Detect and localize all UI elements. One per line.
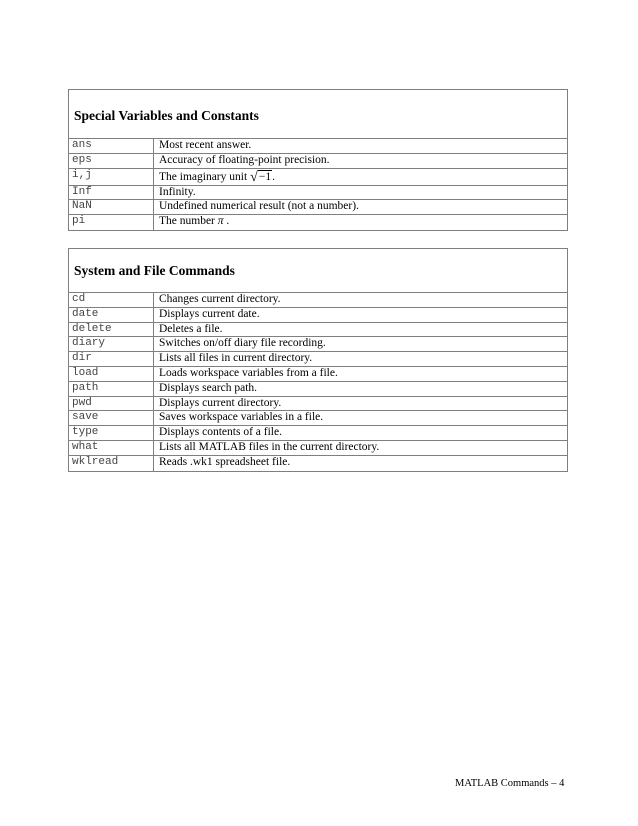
command-name: save <box>69 411 154 425</box>
table-row <box>69 382 567 397</box>
command-name: diary <box>69 337 154 351</box>
table-row <box>69 352 567 367</box>
radicand: −1 <box>258 170 272 183</box>
table-row <box>69 323 567 338</box>
radical-sign-icon: √ <box>250 169 258 185</box>
command-description: Lists all files in current directory. <box>159 352 313 365</box>
pi-symbol: π <box>217 215 224 228</box>
command-description: Reads .wk1 spreadsheet file. <box>159 455 291 468</box>
command-description: Displays search path. <box>159 381 258 394</box>
command-name: i,j <box>69 169 154 185</box>
command-description: Loads workspace variables from a file. <box>159 366 338 379</box>
table-row <box>69 154 567 169</box>
command-name: load <box>69 367 154 381</box>
command-name: delete <box>69 323 154 337</box>
command-description: Switches on/off diary file recording. <box>159 337 326 350</box>
command-name: path <box>69 382 154 396</box>
table-row <box>69 441 567 456</box>
table-row <box>69 308 567 323</box>
command-description <box>154 215 567 230</box>
table-row <box>69 426 567 441</box>
command-name: what <box>69 441 154 455</box>
table-row <box>69 169 567 186</box>
command-description: Most recent answer. <box>159 139 252 151</box>
system-file-commands-table <box>68 248 568 472</box>
table-row <box>69 139 567 154</box>
command-name: NaN <box>69 200 154 214</box>
command-name: type <box>69 426 154 440</box>
command-description: Changes current directory. <box>159 293 281 305</box>
command-name: ans <box>69 139 154 153</box>
table-row <box>69 411 567 426</box>
command-name: pi <box>69 215 154 230</box>
command-description: Saves workspace variables in a file. <box>159 411 324 424</box>
description-suffix: . <box>226 215 230 228</box>
table-row <box>69 397 567 412</box>
table-row <box>69 337 567 352</box>
description-text: The number <box>159 215 215 228</box>
table-row <box>69 200 567 215</box>
command-description: Displays current date. <box>159 307 260 320</box>
command-description: Undefined numerical result (not a number). <box>159 200 359 213</box>
command-name: eps <box>69 154 154 168</box>
special-variables-table <box>68 89 568 231</box>
description-text: The imaginary unit <box>159 170 248 183</box>
table-row <box>69 456 567 471</box>
table-row <box>69 367 567 382</box>
command-name: cd <box>69 293 154 307</box>
table-row <box>69 215 567 230</box>
table-row <box>69 293 567 308</box>
command-description: Displays contents of a file. <box>159 426 282 439</box>
command-name: pwd <box>69 397 154 411</box>
command-name: date <box>69 308 154 322</box>
command-description: Infinity. <box>159 185 196 198</box>
description-suffix: . <box>272 170 275 183</box>
command-name: wklread <box>69 456 154 471</box>
command-name: Inf <box>69 186 154 200</box>
system-file-commands-title: System and File Commands <box>69 249 567 293</box>
command-description: Displays current directory. <box>159 396 282 409</box>
table-row <box>69 186 567 201</box>
command-description: Lists all MATLAB files in the current directory. <box>159 440 380 453</box>
square-root-expression <box>250 169 272 187</box>
command-name: dir <box>69 352 154 366</box>
command-description: Accuracy of floating-point precision. <box>159 153 330 166</box>
command-description <box>154 169 567 185</box>
special-variables-title: Special Variables and Constants <box>69 90 567 139</box>
command-description: Deletes a file. <box>159 322 223 335</box>
page-footer: MATLAB Commands – 4 <box>455 778 565 789</box>
